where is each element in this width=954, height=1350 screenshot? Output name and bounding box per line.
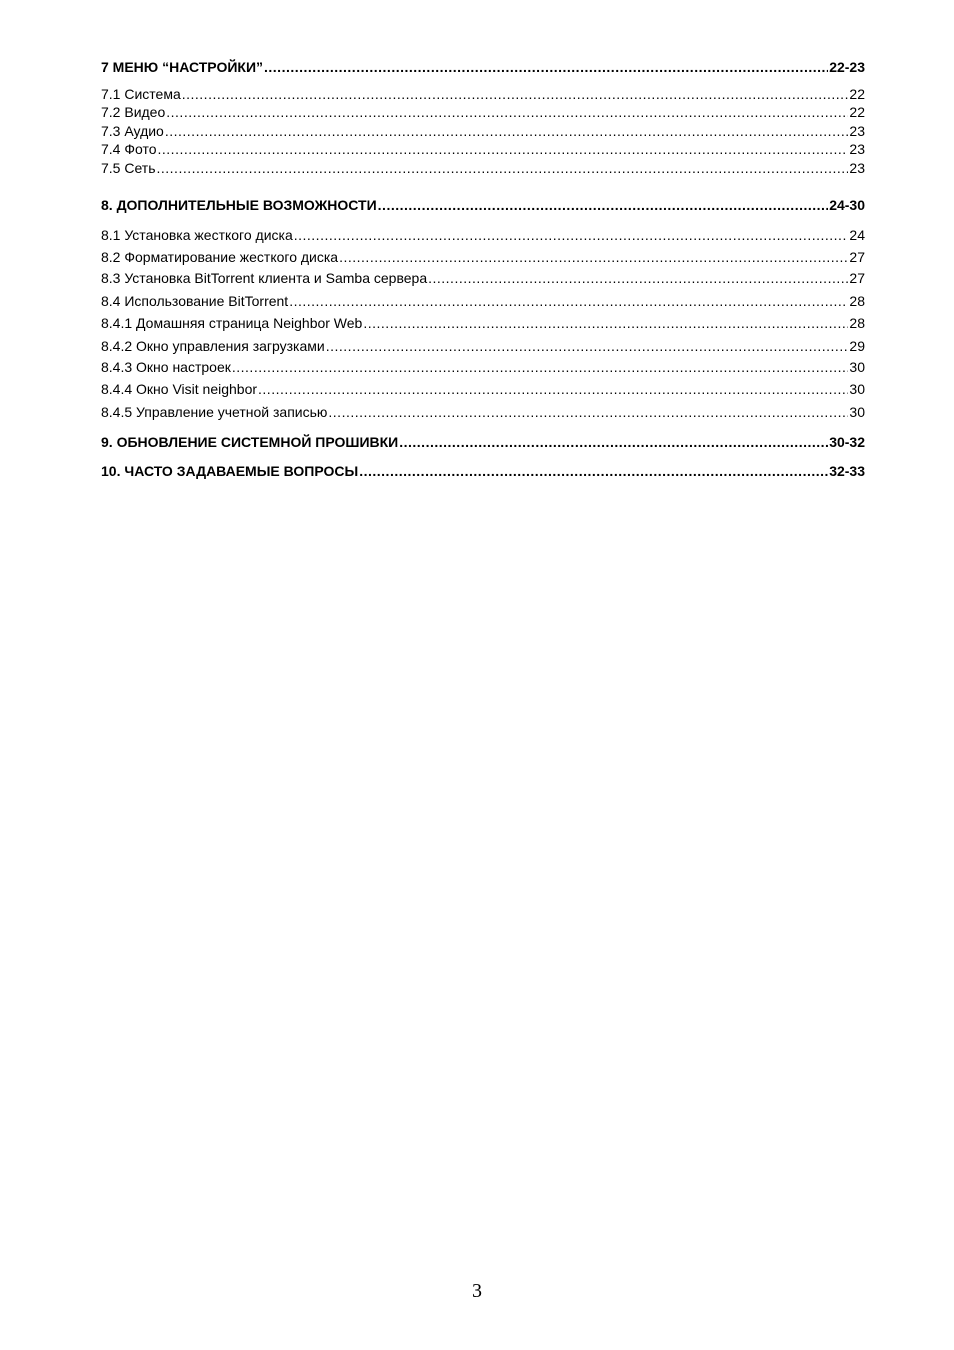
toc-entry-title: 8.1 Установка жесткого диска bbox=[101, 227, 293, 243]
toc-dot-leader bbox=[289, 293, 848, 309]
toc-entry bbox=[101, 227, 865, 243]
toc-entry-page: 22 bbox=[849, 86, 865, 102]
toc-dot-leader bbox=[328, 404, 848, 420]
toc-entry bbox=[101, 270, 865, 286]
toc-entry-page: 27 bbox=[849, 249, 865, 265]
toc-entry bbox=[101, 86, 865, 102]
toc-dot-leader bbox=[359, 463, 828, 479]
toc-entry-title: 8.3 Установка BitTorrent клиента и Samba сервера bbox=[101, 270, 428, 286]
toc-entry bbox=[101, 249, 865, 265]
toc-entry-title: 8. ДОПОЛНИТЕЛЬНЫЕ ВОЗМОЖНОСТИ bbox=[101, 197, 377, 213]
toc-dot-leader bbox=[182, 86, 849, 102]
toc-entry-title: 9. ОБНОВЛЕНИЕ СИСТЕМНОЙ ПРОШИВКИ bbox=[101, 434, 399, 450]
toc-entry-title: 8.4.3 Окно настроек bbox=[101, 359, 231, 375]
toc-entry bbox=[101, 359, 865, 375]
toc-entry-title: 8.2 Форматирование жесткого диска bbox=[101, 249, 339, 265]
toc-dot-leader bbox=[326, 338, 849, 354]
toc-entry-page: 30 bbox=[849, 359, 865, 375]
toc-entry bbox=[101, 434, 865, 450]
toc-dot-leader bbox=[339, 249, 848, 265]
toc-entry-title: 8.4.2 Окно управления загрузками bbox=[101, 338, 325, 354]
toc-entry-page: 23 bbox=[849, 141, 865, 157]
toc-entry bbox=[101, 463, 865, 479]
toc-entry bbox=[101, 293, 865, 309]
toc-entry-page: 23 bbox=[849, 160, 865, 176]
page-number: 3 bbox=[472, 1280, 482, 1302]
toc-dot-leader bbox=[165, 123, 849, 139]
toc-entry-title: 8.4 Использование BitTorrent bbox=[101, 293, 289, 309]
toc-entry-page: 30 bbox=[849, 404, 865, 420]
toc-dot-leader bbox=[399, 434, 828, 450]
toc-entry-title: 8.4.5 Управление учетной записью bbox=[101, 404, 328, 420]
toc-entry bbox=[101, 315, 865, 331]
toc-dot-leader bbox=[258, 381, 848, 397]
toc-entry-page: 22 bbox=[849, 104, 865, 120]
toc-entry-title: 8.4.1 Домашняя страница Neighbor Web bbox=[101, 315, 363, 331]
toc-dot-leader bbox=[232, 359, 849, 375]
toc-entry-title: 7.2 Видео bbox=[101, 104, 166, 120]
toc-entry-page: 23 bbox=[849, 123, 865, 139]
toc-dot-leader bbox=[294, 227, 849, 243]
toc-entry bbox=[101, 59, 865, 75]
toc-dot-leader bbox=[264, 59, 828, 75]
toc-entry-page: 30 bbox=[849, 381, 865, 397]
toc-entry-title: 7 МЕНЮ “НАСТРОЙКИ” bbox=[101, 59, 264, 75]
table-of-contents bbox=[101, 0, 865, 500]
toc-entry-page: 28 bbox=[849, 293, 865, 309]
toc-entry bbox=[101, 338, 865, 354]
toc-dot-leader bbox=[378, 197, 829, 213]
toc-entry-page: 32-33 bbox=[829, 463, 865, 479]
toc-entry bbox=[101, 197, 865, 213]
toc-entry-title: 8.4.4 Окно Visit neighbor bbox=[101, 381, 258, 397]
toc-dot-leader bbox=[158, 141, 849, 157]
toc-entry-page: 30-32 bbox=[829, 434, 865, 450]
toc-entry-page: 24 bbox=[849, 227, 865, 243]
toc-entry-title: 7.5 Сеть bbox=[101, 160, 156, 176]
toc-entry bbox=[101, 123, 865, 139]
toc-entry bbox=[101, 404, 865, 420]
toc-entry-title: 7.4 Фото bbox=[101, 141, 157, 157]
toc-entry-title: 7.3 Аудио bbox=[101, 123, 164, 139]
toc-entry bbox=[101, 141, 865, 157]
toc-entry-page: 28 bbox=[849, 315, 865, 331]
toc-entry bbox=[101, 160, 865, 176]
toc-entry-page: 27 bbox=[849, 270, 865, 286]
toc-entry-title: 7.1 Система bbox=[101, 86, 181, 102]
toc-entry bbox=[101, 381, 865, 397]
toc-entry-title: 10. ЧАСТО ЗАДАВАЕМЫЕ ВОПРОСЫ bbox=[101, 463, 359, 479]
toc-entry-page: 29 bbox=[849, 338, 865, 354]
toc-dot-leader bbox=[363, 315, 848, 331]
toc-entry-page: 22-23 bbox=[829, 59, 865, 75]
toc-dot-leader bbox=[428, 270, 848, 286]
toc-dot-leader bbox=[166, 104, 848, 120]
toc-dot-leader bbox=[157, 160, 849, 176]
toc-entry-page: 24-30 bbox=[829, 197, 865, 213]
toc-entry bbox=[101, 104, 865, 120]
